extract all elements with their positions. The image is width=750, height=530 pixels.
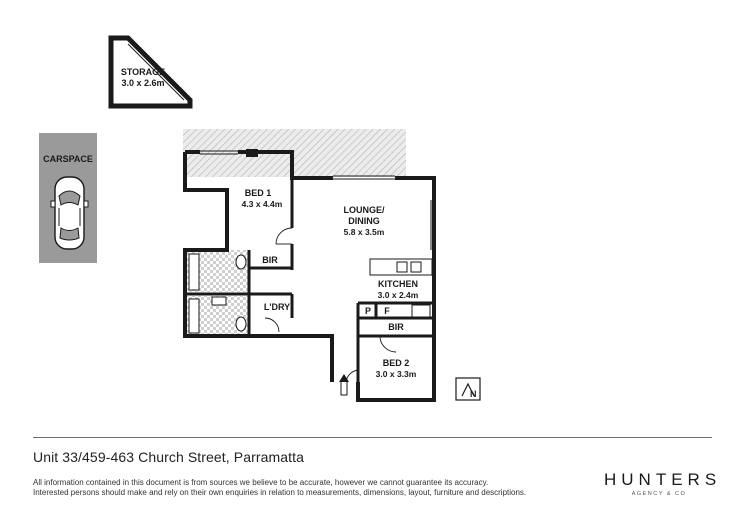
disclaimer-line-2: Interested persons should make and rely on their own enquiries in relation to measurements, dimensions, layout, furniture and descriptions. [33,488,527,497]
bir2-label: BIR [388,322,404,332]
bed2-size: 3.0 x 3.3m [375,369,417,379]
lounge-size: 5.8 x 3.5m [343,227,385,237]
footer-divider [33,437,712,438]
kitchen-size: 3.0 x 2.4m [377,290,419,300]
agency-name: HUNTERS [604,470,722,489]
car-icon [51,177,88,249]
carspace [39,133,97,263]
bed2-label: BED 2 [382,358,410,368]
laundry-label: L'DRY [263,302,291,312]
disclaimer-line-1: All information contained in this document is from sources we believe to be accurate, however we cannot guarantee its accuracy. [33,478,489,487]
bed1-label: BED 1 [244,188,272,198]
carspace-label: CARSPACE [43,154,93,164]
fridge-label: F [384,306,390,316]
column [246,149,258,157]
agency-subtitle: AGENCY & CO [631,491,687,497]
storage-label: STORAGE [120,67,166,77]
agency-logo [604,470,722,497]
lounge-label-line2: DINING [348,216,380,226]
property-address: Unit 33/459-463 Church Street, Parramatta [33,449,305,465]
kitchen-label: KITCHEN [378,279,418,289]
compass-icon [456,378,480,400]
lounge-label-line1: LOUNGE/ [343,205,385,215]
compass-label: N [470,389,477,399]
storage-size: 3.0 x 2.6m [121,78,165,88]
bir1-label: BIR [262,255,278,265]
storage-room [111,38,190,106]
bed1-size: 4.3 x 4.4m [241,199,283,209]
pantry-label: P [364,306,372,316]
